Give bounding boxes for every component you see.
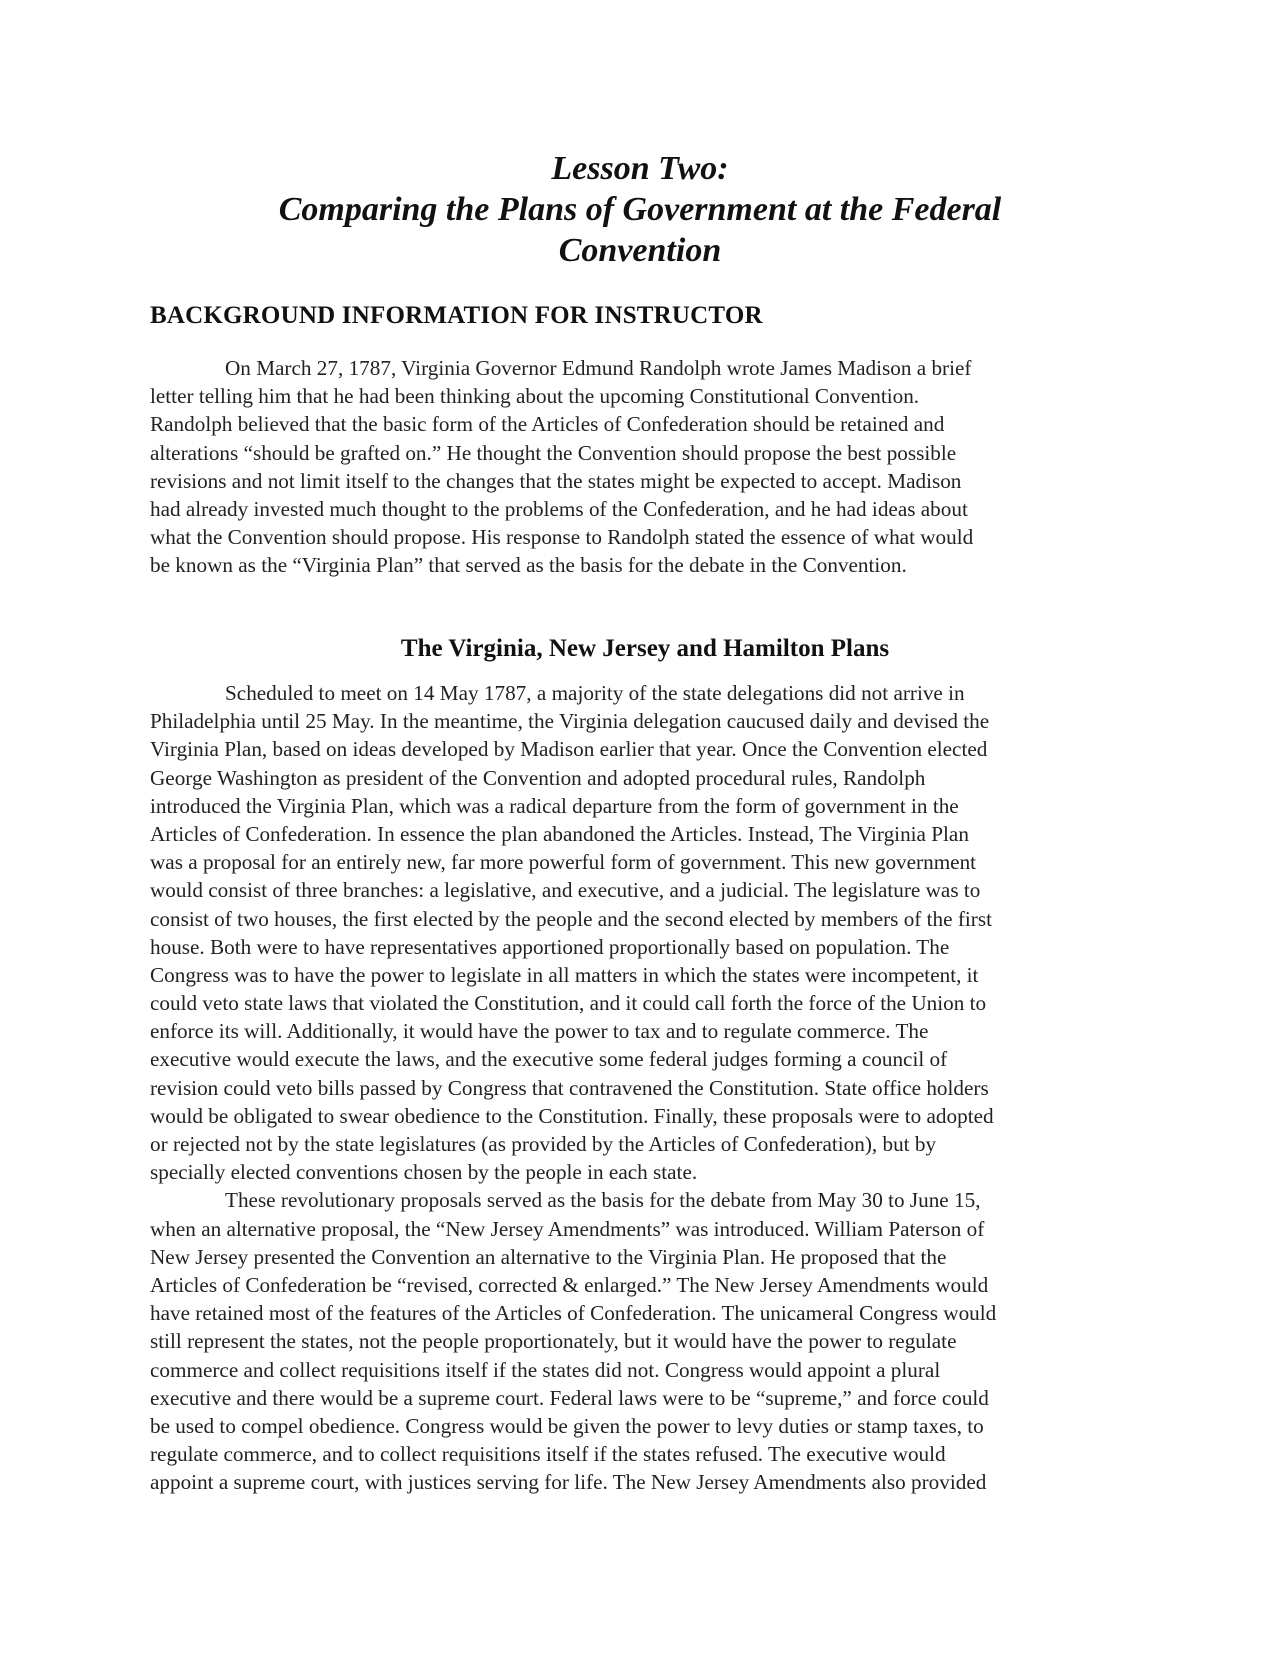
paragraph-line: regulate commerce, and to collect requisitions itself if the states refused. The executive would (150, 1442, 946, 1467)
section-heading: BACKGROUND INFORMATION FOR INSTRUCTOR (150, 302, 763, 329)
paragraph-line: On March 27, 1787, Virginia Governor Edmund Randolph wrote James Madison a brief (225, 356, 972, 380)
paragraph-line: alterations “should be grafted on.” He thought the Convention should propose the best possible (150, 440, 957, 465)
title-line-2: Comparing the Plans of Government at the Federal (278, 191, 1002, 228)
paragraph-line: introduced the Virginia Plan, which was a radical departure from the form of government in the (150, 793, 959, 818)
paragraph-line: house. Both were to have representatives apportioned proportionally based on population. The (150, 934, 950, 959)
plans-body (150, 679, 1150, 1496)
paragraph-line: Articles of Confederation be “revised, corrected & enlarged.” The New Jersey Amendments would (150, 1272, 989, 1297)
paragraph-line: appoint a supreme court, with justices serving for life. The New Jersey Amendments also provided (150, 1470, 987, 1495)
paragraph-line: would be obligated to swear obedience to the Constitution. Finally, these proposals were to adopted (150, 1103, 994, 1128)
paragraph-line: executive and there would be a supreme court. Federal laws were to be “supreme,” and force could (150, 1385, 989, 1410)
background-paragraph (150, 354, 1150, 580)
paragraph-line: Virginia Plan, based on ideas developed by Madison earlier that year. Once the Convention elected (150, 737, 988, 762)
paragraph-line: what the Convention should propose. His response to Randolph stated the essence of what would (150, 525, 974, 550)
plans-subheading: The Virginia, New Jersey and Hamilton Plans (400, 635, 890, 662)
paragraph-line: George Washington as president of the Convention and adopted procedural rules, Randolph (150, 765, 926, 790)
paragraph-line: Randolph believed that the basic form of the Articles of Confederation should be retained and (150, 412, 945, 437)
paragraph-line: commerce and collect requisitions itself if the states did not. Congress would appoint a plural (150, 1357, 941, 1382)
title-line-3: Convention (558, 232, 722, 269)
paragraph-line: executive would execute the laws, and the executive some federal judges forming a council of (150, 1047, 948, 1072)
paragraph-line: would consist of three branches: a legislative, and executive, and a judicial. The legislature was to (150, 878, 981, 903)
paragraph-line: or rejected not by the state legislatures (as provided by the Articles of Confederation), but by (150, 1132, 937, 1156)
paragraph-line: had already invested much thought to the problems of the Confederation, and he had ideas about (150, 496, 968, 521)
lesson-title (150, 148, 1130, 271)
paragraph-line: letter telling him that he had been thinking about the upcoming Constitutional Convention. (150, 384, 920, 409)
paragraph-line: enforce its will. Additionally, it would have the power to tax and to regulate commerce. The (150, 1019, 929, 1044)
paragraph-line: revisions and not limit itself to the changes that the states might be expected to accept. Madison (150, 468, 962, 493)
paragraph-line: These revolutionary proposals served as the basis for the debate from May 30 to June 15, (225, 1188, 981, 1213)
paragraph-line: Scheduled to meet on 14 May 1787, a majority of the state delegations did not arrive in (225, 681, 965, 705)
paragraph-line: specially elected conventions chosen by the people in each state. (150, 1160, 698, 1185)
paragraph-line: New Jersey presented the Convention an alternative to the Virginia Plan. He proposed that the (150, 1244, 947, 1269)
paragraph-line: could veto state laws that violated the Constitution, and it could call forth the force of the Union to (150, 991, 987, 1016)
paragraph-line: have retained most of the features of the Articles of Confederation. The unicameral Congress would (150, 1301, 997, 1326)
paragraph-line: was a proposal for an entirely new, far more powerful form of government. This new government (150, 850, 977, 875)
paragraph-line: when an alternative proposal, the “New Jersey Amendments” was introduced. William Paterson of (150, 1216, 985, 1241)
paragraph-line: still represent the states, not the people proportionately, but it would have the power to regulate (150, 1329, 957, 1354)
paragraph-line: consist of two houses, the first elected by the people and the second elected by members of the first (150, 906, 992, 931)
paragraph-line: be used to compel obedience. Congress would be given the power to levy duties or stamp taxes, to (150, 1413, 984, 1438)
paragraph-line: Articles of Confederation. In essence the plan abandoned the Articles. Instead, The Virginia Plan (150, 821, 969, 846)
paragraph-line: be known as the “Virginia Plan” that served as the basis for the debate in the Convention. (150, 553, 907, 578)
title-line-1: Lesson Two: (551, 150, 729, 187)
paragraph-line: Congress was to have the power to legislate in all matters in which the states were incompetent, it (150, 962, 979, 987)
paragraph-line: revision could veto bills passed by Congress that contravened the Constitution. State office holders (150, 1075, 989, 1100)
paragraph-line: Philadelphia until 25 May. In the meantime, the Virginia delegation caucused daily and devised the (150, 709, 990, 734)
